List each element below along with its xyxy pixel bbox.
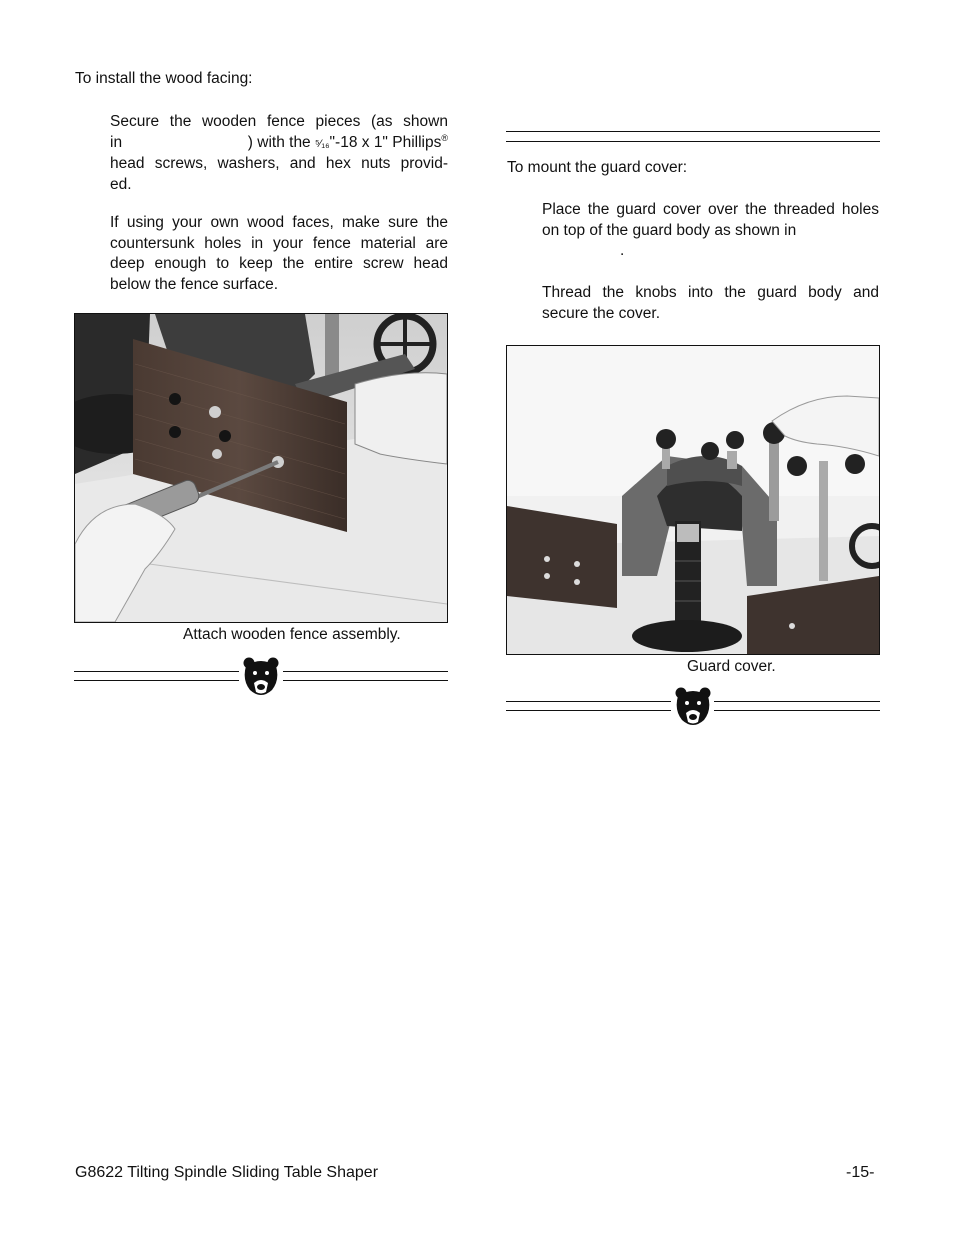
right-step-1-end: . (620, 242, 625, 259)
right-divider-line-4 (714, 710, 880, 711)
right-heading-rule-top (506, 131, 880, 132)
guard-cover-photo (507, 346, 879, 654)
right-step-1-text: Place the guard cover over the threaded holes on top of the guard body as shown in (542, 201, 879, 239)
footer-page-number: -15- (846, 1164, 875, 1181)
left-intro: To install the wood facing: (75, 70, 253, 87)
bear-logo-icon (674, 686, 712, 728)
fence-assembly-photo (75, 314, 447, 622)
left-divider-line-3 (283, 671, 448, 672)
left-step-1-with: ) with the (247, 133, 311, 151)
right-heading-rule-bottom (506, 141, 880, 142)
left-step-1-in: in (110, 133, 123, 151)
left-step-1-line-4: ed. (110, 175, 132, 193)
left-divider-line-4 (283, 680, 448, 681)
left-divider-line-1 (74, 671, 239, 672)
footer-title: G8622 Tilting Spindle Sliding Table Shaper (75, 1164, 379, 1181)
left-step-2: If using your own wood faces, make sure the countersunk holes in your fence material are deep enough to keep the entire screw head below the fence surface. (110, 214, 448, 293)
fence-figure-caption: Attach wooden fence assembly. (183, 626, 401, 643)
right-intro: To mount the guard cover: (507, 159, 688, 176)
left-step-1 (110, 112, 448, 195)
right-step-2: Thread the knobs into the guard body and secure the cover. (542, 284, 879, 322)
fence-figure (74, 313, 448, 623)
left-step-1-line-1: Secure the wooden fence pieces (as shown (110, 113, 448, 130)
right-divider-line-1 (506, 701, 671, 702)
right-divider-line-2 (506, 710, 671, 711)
guard-figure-caption: Guard cover. (687, 658, 776, 675)
left-step-1-line-2 (110, 133, 448, 155)
right-divider-line-3 (714, 701, 880, 702)
guard-figure (506, 345, 880, 655)
left-divider-line-2 (74, 680, 239, 681)
left-step-1-line-3: head screws, washers, and hex nuts provid- (110, 155, 448, 172)
registered-mark: ® (441, 132, 448, 143)
right-step-1 (542, 200, 879, 262)
bear-logo-icon (242, 656, 280, 698)
screw-size-fraction: ⁵⁄₁₆ (315, 137, 330, 150)
screw-size-text: "-18 x 1" Phillips (329, 133, 442, 151)
